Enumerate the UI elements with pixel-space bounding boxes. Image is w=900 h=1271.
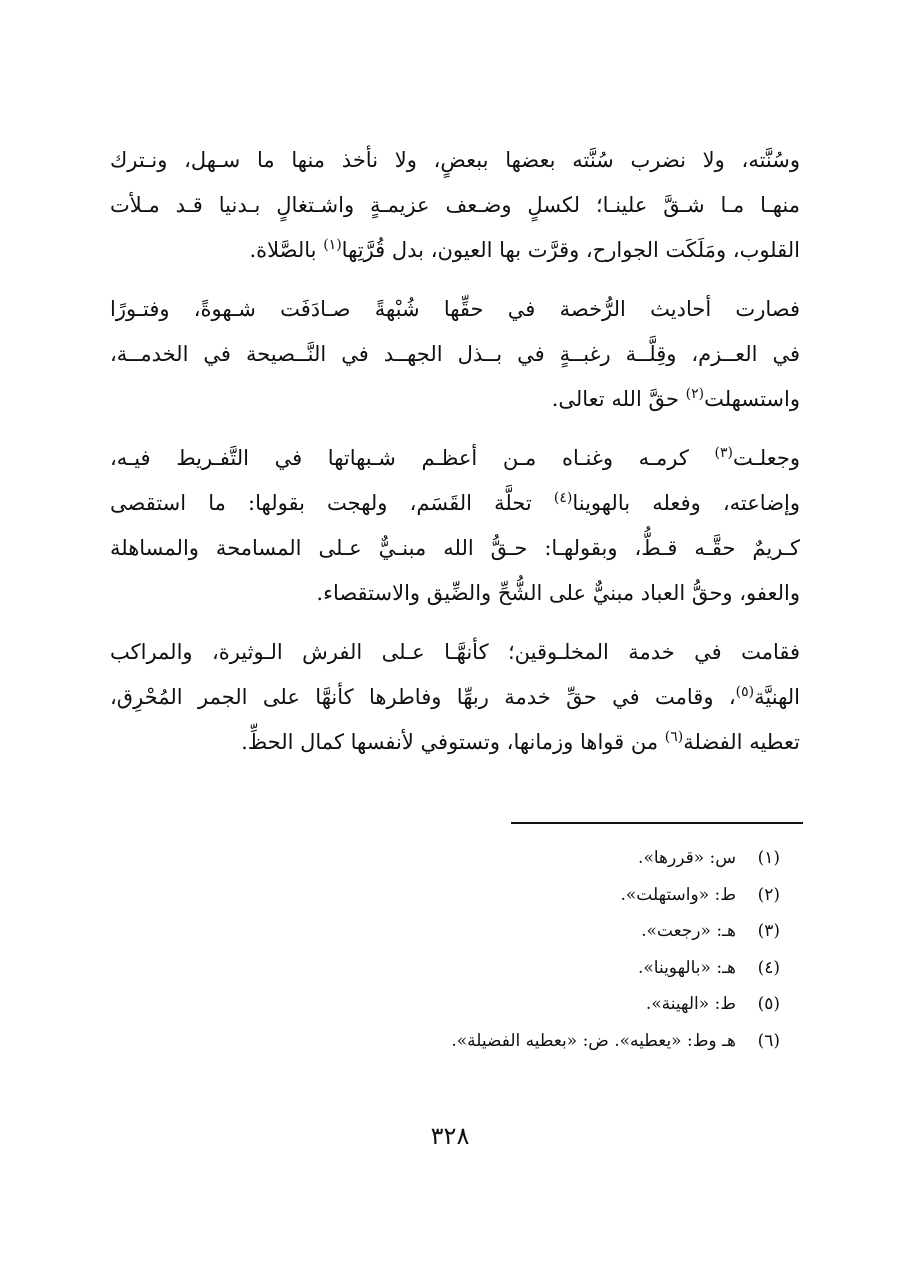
footnote-text: هـ وط: «يعطيه». ض: «بعطيه الفضيلة». bbox=[451, 1030, 736, 1051]
footnote-text: س: «قررها». bbox=[638, 848, 736, 868]
footnote bbox=[110, 877, 780, 914]
footnote-marker: (٢) bbox=[685, 386, 705, 402]
text-line: فصارت أحاديث الرُّخصة في حقِّها شُبْهةً صـادَفَت شـهوةً، وفتـورًا bbox=[110, 297, 800, 321]
paragraph-4 bbox=[110, 630, 800, 765]
text-line: تعطيه الفضلة$^{(٦)}$ من قواها وزمانها، وتستوفي لأنفسها كمال الحظِّ. bbox=[241, 729, 800, 754]
footnote-marker: (٦) bbox=[664, 729, 684, 745]
footnote-marker: (٣) bbox=[714, 445, 734, 461]
paragraph-2 bbox=[110, 287, 800, 422]
text-line: فقامت في خدمة المخلـوقين؛ كأنهَّـا عـلى الفرش الـوثيرة، والمراكب bbox=[110, 640, 800, 664]
footnote-text: هـ: «رجعت». bbox=[641, 921, 736, 941]
footnotes bbox=[110, 840, 780, 1059]
text-line: في العــزم، وقِلَّــة رغبــةٍ في بــذل الجهــد في النَّــصيحة في الخدمــة، bbox=[110, 342, 800, 366]
paragraph-1 bbox=[110, 138, 800, 273]
footnote-number: (٦) bbox=[757, 1030, 780, 1051]
main-text bbox=[110, 138, 800, 779]
footnote-marker: (١) bbox=[323, 237, 342, 253]
text-line: والعفو، وحقُّ العباد مبنيٌّ على الشُّحِّ والضِّيق والاستقصاء. bbox=[316, 581, 800, 605]
text-line: وسُنَّته، ولا نضرب سُنَّته بعضها ببعضٍ، ولا نأخذ منها ما سـهل، ونـترك bbox=[110, 148, 800, 172]
footnote bbox=[110, 840, 780, 877]
text-line: الهنيَّة$^{(٥)}$، وقامت في حقِّ خدمة ربهِّا وفاطرها كأنهَّا على الجمر المُحْرِق، bbox=[110, 684, 800, 709]
text-line: منهـا مـا شـقَّ علينـا؛ لكسلٍ وضـعف عزيمـةٍ واشـتغالٍ بـدنيا قـد مـلأت bbox=[110, 193, 800, 217]
footnote-marker: (٤) bbox=[553, 490, 573, 506]
footnote-separator bbox=[511, 822, 803, 824]
footnote-number: (٤) bbox=[757, 957, 780, 978]
footnote-number: (٥) bbox=[757, 994, 780, 1014]
footnote bbox=[110, 950, 780, 987]
text-line: القلوب، ومَلَكَت الجوارح، وقرَّت بها العيون، بدل قُرَّتِها$^{(١)}$ بالصَّلاة. bbox=[249, 237, 800, 262]
text-line: كـريمٌ حقَّـه قـطُّ، وبقولهـا: حـقُّ الله مبنـيٌّ عـلى المسامحة والمساهلة bbox=[110, 536, 800, 560]
footnote-number: (٢) bbox=[757, 884, 780, 905]
footnote-marker: (٥) bbox=[735, 684, 755, 700]
footnote bbox=[110, 986, 780, 1023]
footnote-number: (١) bbox=[757, 848, 780, 868]
footnote bbox=[110, 1023, 780, 1060]
footnote-text: ط: «واستهلت». bbox=[620, 884, 736, 905]
page-number: ٣٢٨ bbox=[430, 1122, 470, 1150]
footnote bbox=[110, 913, 780, 950]
footnote-text: هـ: «بالهوينا». bbox=[637, 957, 736, 978]
text-line: وإضاعته، وفعله بالهوينا$^{(٤)}$ تحلَّة القَسَم، ولهجت بقولها: ما استقصى bbox=[110, 490, 801, 515]
text-line: وجعلـت$^{(٣)}$ كرمـه وغنـاه مـن أعظـم شـبهاتها في التَّفـريط فيـه، bbox=[110, 445, 800, 470]
footnote-text: ط: «الهينة». bbox=[645, 994, 736, 1014]
footnote-number: (٣) bbox=[757, 921, 780, 941]
text-line: واستسهلت$^{(٢)}$ حقَّ الله تعالى. bbox=[551, 386, 800, 411]
paragraph-3 bbox=[110, 436, 800, 616]
